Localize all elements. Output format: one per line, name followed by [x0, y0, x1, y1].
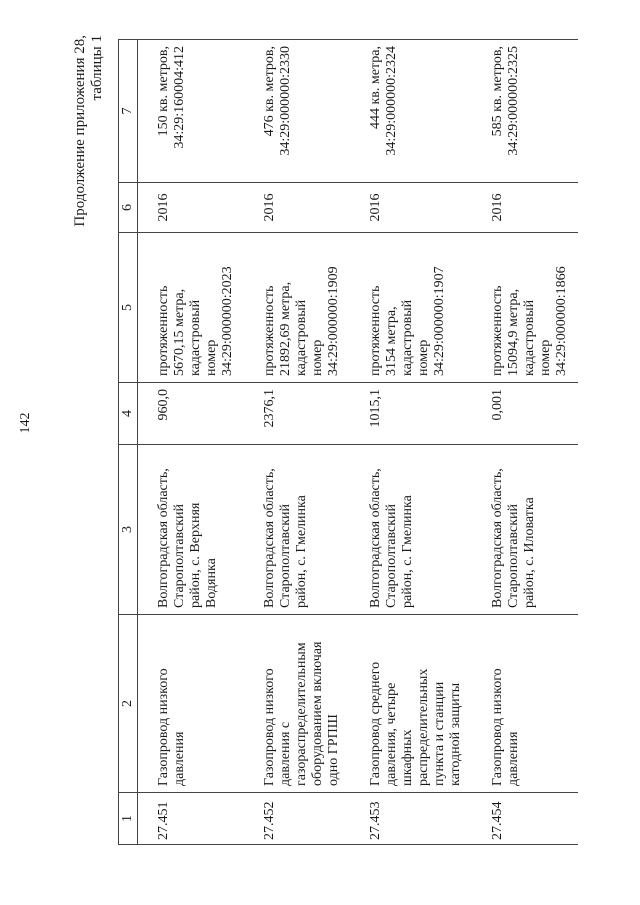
description-line: номер — [310, 339, 325, 376]
address-line: Волгоградская область, — [368, 468, 383, 608]
description-line: 15094,9 метра, — [506, 288, 521, 376]
description-line: номер — [204, 339, 219, 376]
object-name — [472, 615, 578, 793]
column-number-row — [119, 40, 138, 845]
object-name — [350, 615, 472, 793]
object-name-line: давления с — [278, 721, 293, 786]
object-description — [244, 233, 350, 383]
object-name-line: Газопровод низкого — [156, 668, 171, 786]
object-description — [138, 233, 245, 383]
address-line: район, с. Иловатка — [522, 497, 537, 608]
description-line: кадастровый — [294, 299, 309, 376]
land-plot-line: 34:29:000000:2330 — [278, 46, 293, 156]
object-length: 960,0 — [138, 383, 245, 445]
object-address — [244, 445, 350, 615]
object-name-line: распределительных — [416, 668, 431, 786]
description-line: протяженность — [156, 285, 171, 376]
description-line: 21892,69 метра, — [278, 281, 293, 376]
description-line: кадастровый — [400, 299, 415, 376]
row-number: 27.451 — [138, 793, 245, 845]
description-line: кадастровый — [188, 299, 203, 376]
land-plot-line: 150 кв. метров, — [156, 46, 171, 137]
column-number-7: 7 — [119, 40, 138, 183]
description-line: протяженность — [368, 285, 383, 376]
land-plot-line: 585 кв. метров, — [490, 46, 505, 137]
address-line: район, с. Гмелинка — [294, 495, 309, 608]
column-number-5: 5 — [119, 233, 138, 383]
row-number: 27.452 — [244, 793, 350, 845]
land-plot — [472, 40, 578, 183]
table-row — [138, 40, 245, 845]
object-name-line: пункта и станции — [432, 681, 447, 786]
column-number-4: 4 — [119, 383, 138, 445]
land-plot-line: 444 кв. метра, — [368, 46, 383, 129]
description-line: номер — [416, 339, 431, 376]
object-name — [138, 615, 245, 793]
description-line: 34:29:000000:1866 — [554, 266, 569, 376]
object-name-line: давления, четыре — [384, 682, 399, 786]
object-name-line: Газопровод низкого — [490, 668, 505, 786]
object-name-line: оборудованием включая — [310, 641, 325, 786]
object-description — [472, 233, 578, 383]
land-plot — [244, 40, 350, 183]
object-length: 1015,1 — [350, 383, 472, 445]
object-length: 0,001 — [472, 383, 578, 445]
description-line: 34:29:000000:2023 — [220, 266, 235, 376]
column-number-2: 2 — [119, 615, 138, 793]
object-name-line: газораспределительным — [294, 642, 309, 786]
column-number-6: 6 — [119, 183, 138, 233]
table-row — [350, 40, 472, 845]
registry-table — [118, 39, 578, 845]
address-line: Волгоградская область, — [262, 468, 277, 608]
page-number: 142 — [18, 412, 33, 434]
table-row — [472, 40, 578, 845]
object-name-line: давления — [172, 731, 187, 786]
description-line: протяженность — [262, 285, 277, 376]
description-line: протяженность — [490, 285, 505, 376]
land-plot — [350, 40, 472, 183]
description-line: кадастровый — [522, 299, 537, 376]
object-name-line: шкафных — [400, 729, 415, 786]
object-name-line: Газопровод низкого — [262, 668, 277, 786]
object-year: 2016 — [244, 183, 350, 233]
object-address — [472, 445, 578, 615]
land-plot — [138, 40, 245, 183]
row-number: 27.454 — [472, 793, 578, 845]
row-number: 27.453 — [350, 793, 472, 845]
object-year: 2016 — [350, 183, 472, 233]
caption-line-2: таблицы 1 — [89, 35, 105, 101]
object-name-line: Газопровод среднего — [368, 661, 383, 786]
address-line: район, с. Верхняя — [188, 502, 203, 608]
land-plot-line: 34:29:000000:2324 — [384, 46, 399, 156]
land-plot-line: 476 кв. метров, — [262, 46, 277, 137]
description-line: 34:29:000000:1907 — [432, 266, 447, 376]
description-line: номер — [538, 339, 553, 376]
caption-line-1: Продолжение приложения 28, — [72, 35, 88, 227]
land-plot-line: 34:29:000000:2325 — [506, 46, 521, 156]
address-line: Волгоградская область, — [156, 468, 171, 608]
address-line: Старополтавский — [172, 504, 187, 608]
address-line: Старополтавский — [278, 504, 293, 608]
address-line: Водянка — [204, 558, 219, 608]
object-description — [350, 233, 472, 383]
description-line: 5670,15 метра, — [172, 288, 187, 376]
object-name-line: давления — [506, 731, 521, 786]
address-line: Старополтавский — [506, 504, 521, 608]
table-row — [244, 40, 350, 845]
address-line: Волгоградская область, — [490, 468, 505, 608]
object-year: 2016 — [138, 183, 245, 233]
address-line: район, с. Гмелинка — [400, 495, 415, 608]
address-line: Старополтавский — [384, 504, 399, 608]
object-length: 2376,1 — [244, 383, 350, 445]
object-name — [244, 615, 350, 793]
column-number-3: 3 — [119, 445, 138, 615]
object-year: 2016 — [472, 183, 578, 233]
description-line: 3154 метра, — [384, 306, 399, 376]
column-number-1: 1 — [119, 793, 138, 845]
object-address — [350, 445, 472, 615]
table-caption — [72, 35, 106, 295]
description-line: 34:29:000000:1909 — [326, 266, 341, 376]
object-name-line: одно ГРПШ — [326, 714, 341, 786]
object-name-line: катодной защиты — [448, 682, 463, 786]
object-address — [138, 445, 245, 615]
land-plot-line: 34:29:160004:412 — [172, 46, 187, 149]
